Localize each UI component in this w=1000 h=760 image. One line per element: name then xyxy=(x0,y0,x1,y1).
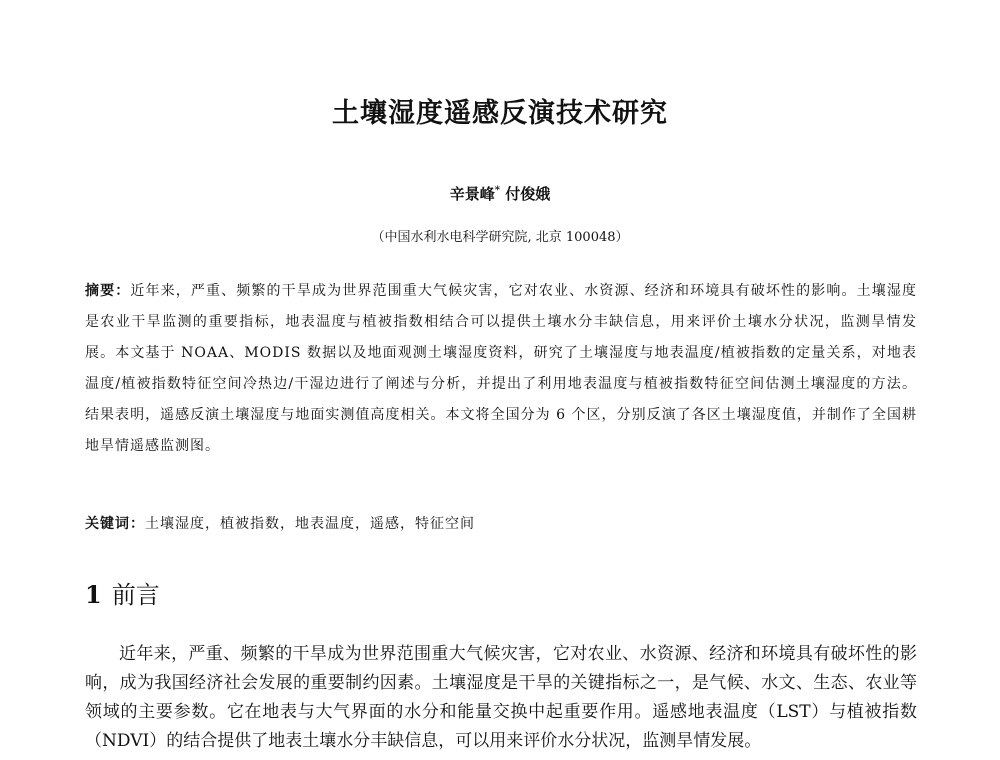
section-heading xyxy=(85,578,917,612)
corresponding-author-mark: * xyxy=(494,185,500,196)
author-second: 付俊娥 xyxy=(505,185,551,203)
abstract xyxy=(85,276,917,462)
abstract-label: 摘要： xyxy=(85,283,131,299)
keywords xyxy=(85,511,917,537)
affiliation: （中国水利水电科学研究院, 北京 100048） xyxy=(371,230,629,245)
paper-title: 土壤湿度遥感反演技术研究 xyxy=(332,98,668,129)
section-title: 前言 xyxy=(111,581,160,609)
keywords-text: 土壤湿度，植被指数，地表温度，遥感，特征空间 xyxy=(145,516,475,532)
author-first: 辛景峰 xyxy=(449,185,495,203)
author-line xyxy=(0,182,1000,206)
section-paragraph: 近年来，严重、频繁的干旱成为世界范围重大气候灾害，它对农业、水资源、经济和环境具有破坏性的影响，成为我国经济社会发展的重要制约因素。土壤湿度是干旱的关键指标之一，是气候、水文、生态、农业等领域的主要参数。它在地表与大气界面的水分和能量交换中起重要作用。遥感地表温度（LST）与植被指数（NDVI）的结合提供了地表土壤水分丰缺信息，可以用来评价水分状况，监测旱情发展。 xyxy=(85,644,917,751)
abstract-text: 近年来，严重、频繁的干旱成为世界范围重大气候灾害，它对农业、水资源、经济和环境具有破坏性的影响。土壤湿度是农业干旱监测的重要指标，地表温度与植被指数相结合可以提供土壤水分丰缺信息，用来评价土壤水分状况，监测旱情发展。本文基于 NOAA、MODIS 数据以及地面观测土壤湿度资料，研究了土壤湿度与地表温度/植被指数的定量关系，对地表温度/植被指数特征空间冷热边/干湿边进行了阐述与分析，并提出了利用地表温度与植被指数特征空间估测土壤湿度的方法。结果表明，遥感反演土壤湿度与地面实测值高度相关。本文将全国分为 6 个区，分别反演了各区土壤湿度值，并制作了全国耕地旱情遥感监测图。 xyxy=(85,283,917,454)
section-number: 1 xyxy=(85,580,102,609)
keywords-label: 关键词： xyxy=(85,516,145,532)
